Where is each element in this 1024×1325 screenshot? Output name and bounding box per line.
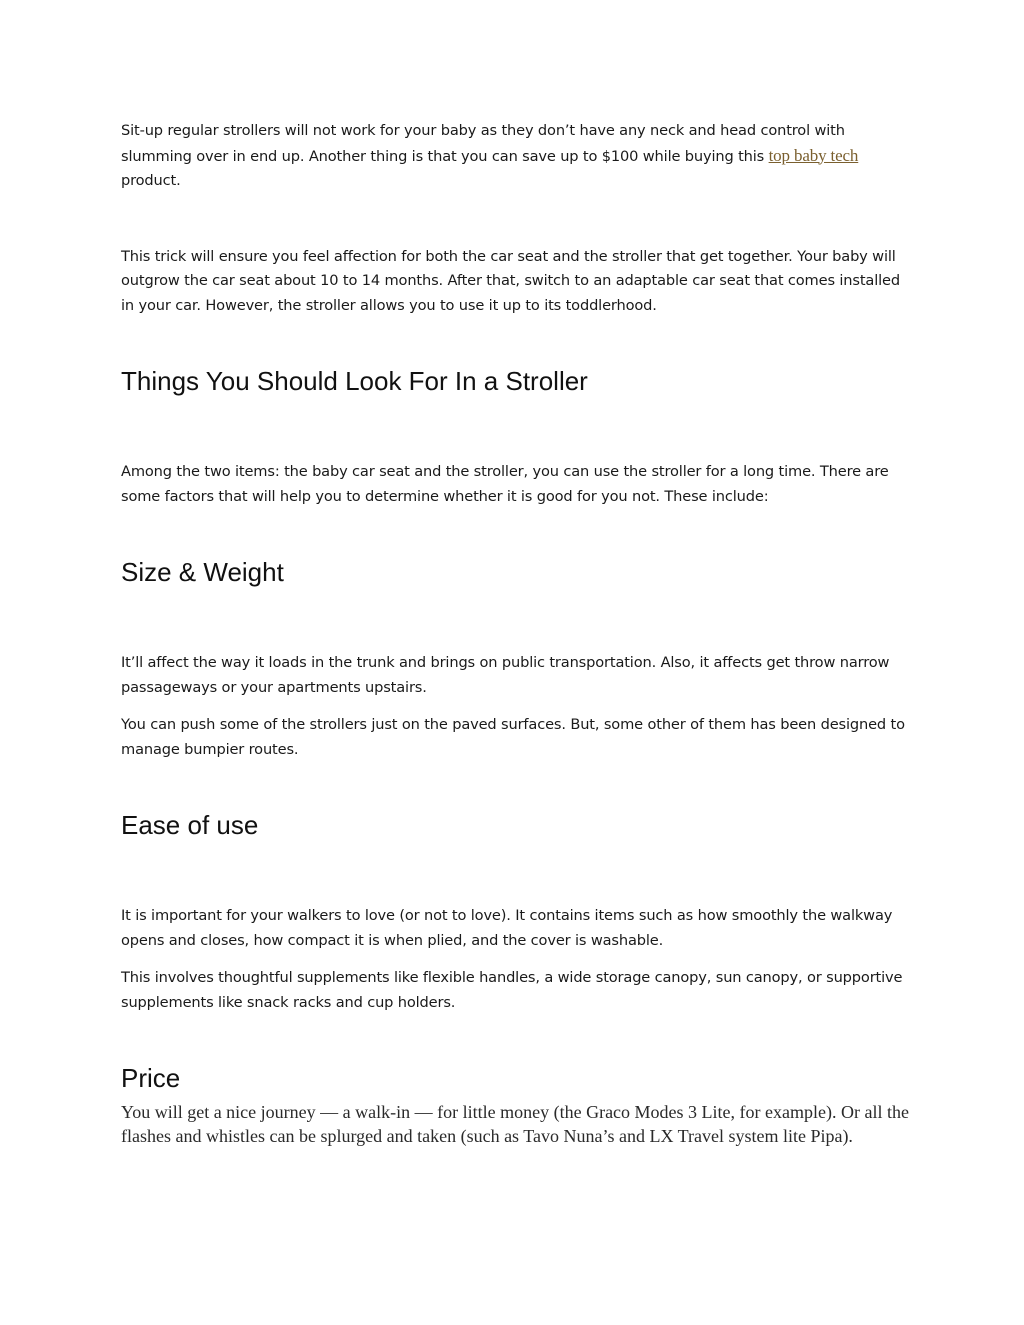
intro-paragraph — [121, 119, 911, 194]
ease-paragraph-2: This involves thoughtful supplements like flexible handles, a wide storage canopy, sun canopy, or supportive supplements like snack racks and cup holders. — [121, 969, 903, 1011]
heading-things-to-look-for: Things You Should Look For In a Stroller — [121, 366, 588, 396]
intro-text: Sit-up regular strollers will not work for your baby as they don’t have any neck and head control with slumming over in end up. Another thing is that you can save up to $100 while buying this — [121, 122, 845, 165]
heading-ease-of-use: Ease of use — [121, 810, 259, 840]
size-paragraph-2: You can push some of the strollers just on the paved surfaces. But, some other of them has been designed to manage bumpier routes. — [121, 716, 905, 758]
things-paragraph: Among the two items: the baby car seat and the stroller, you can use the stroller for a long time. There are some factors that will help you to determine whether it is good for you not. These include: — [121, 463, 889, 505]
ease-paragraph-1: It is important for your walkers to love (or not to love). It contains items such as how smoothly the walkway opens and closes, how compact it is when plied, and the cover is washable. — [121, 907, 893, 949]
price-paragraph: You will get a nice journey — a walk-in — for little money (the Graco Modes 3 Lite, for example). Or all the flashes and whistles can be splurged and taken (such as Tavo Nuna’s and LX Travel system lite Pipa). — [121, 1102, 909, 1146]
trick-paragraph: This trick will ensure you feel affection for both the car seat and the stroller that get together. Your baby will outgrow the car seat about 10 to 14 months. After that, switch to an adaptable car seat that comes installed in your car. However, the stroller allows you to use it up to its toddlerhood. — [121, 247, 900, 314]
heading-price: Price — [121, 1063, 181, 1093]
heading-size-weight: Size & Weight — [121, 557, 284, 587]
intro-text-end: product. — [121, 172, 181, 189]
document-page — [121, 119, 911, 1148]
top-baby-tech-link[interactable]: top baby tech — [768, 145, 859, 165]
size-paragraph-1: It’ll affect the way it loads in the trunk and brings on public transportation. Also, it affects get throw narrow passageways or your apartments upstairs. — [121, 654, 890, 696]
